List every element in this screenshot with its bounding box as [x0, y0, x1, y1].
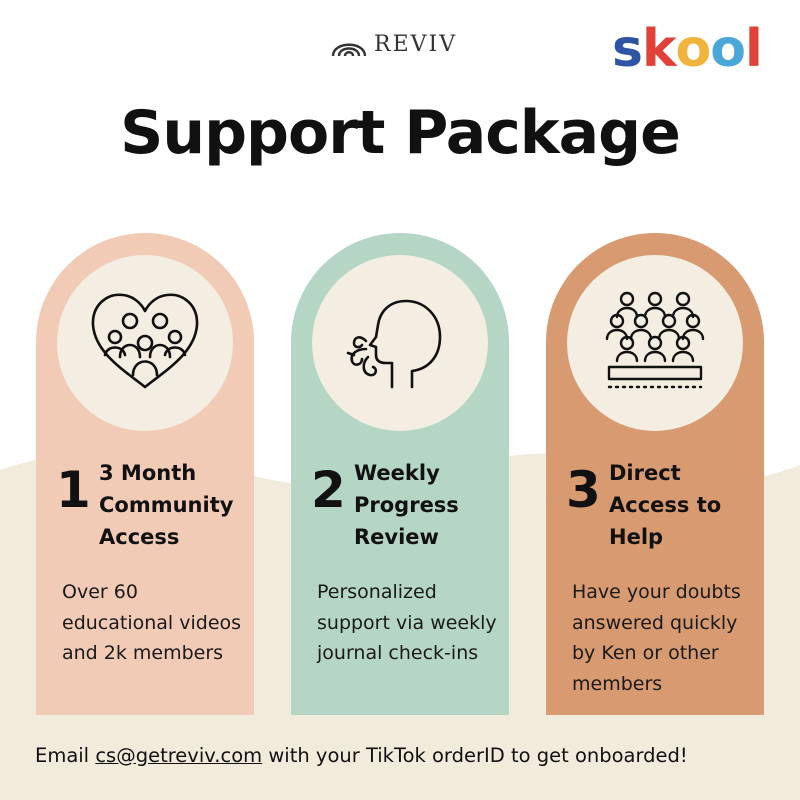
- card-description: Personalized support via weekly journal check-ins: [317, 581, 497, 664]
- step-number: 2: [311, 461, 346, 519]
- card-direct-help: [546, 233, 764, 715]
- reviv-logo: [330, 32, 457, 57]
- skool-letter: l: [745, 19, 762, 79]
- card-heading: 3 Month Community Access: [99, 461, 234, 549]
- support-email-link[interactable]: cs@getreviv.com: [95, 744, 263, 767]
- page-title: Support Package: [120, 98, 680, 168]
- audience-icon: [595, 283, 715, 403]
- head-breathing-icon: [340, 283, 460, 403]
- skool-logo: [612, 18, 762, 80]
- card-heading: Direct Access to Help: [609, 461, 722, 549]
- icon-circle: [312, 255, 488, 431]
- skool-letter: o: [710, 19, 746, 79]
- brand-name: REVIV: [374, 32, 458, 57]
- arch-icon: [330, 33, 368, 57]
- card-description: Have your doubts answered quickly by Ken or other members: [572, 581, 741, 695]
- step-number: 1: [56, 461, 91, 519]
- skool-letter: k: [641, 19, 676, 79]
- card-heading: Weekly Progress Review: [354, 461, 459, 549]
- step-number: 3: [566, 461, 601, 519]
- card-description: Over 60 educational videos and 2k members: [62, 581, 242, 664]
- card-community-access: [36, 233, 254, 715]
- skool-letter: s: [612, 19, 642, 79]
- footer-instructions: [35, 744, 795, 767]
- icon-circle: [567, 255, 743, 431]
- icon-circle: [57, 255, 233, 431]
- card-progress-review: [291, 233, 509, 715]
- skool-letter: o: [675, 19, 711, 79]
- footer-suffix: with your TikTok orderID to get onboarded!: [262, 744, 688, 767]
- heart-community-icon: [85, 283, 205, 403]
- footer-prefix: Email: [35, 744, 96, 767]
